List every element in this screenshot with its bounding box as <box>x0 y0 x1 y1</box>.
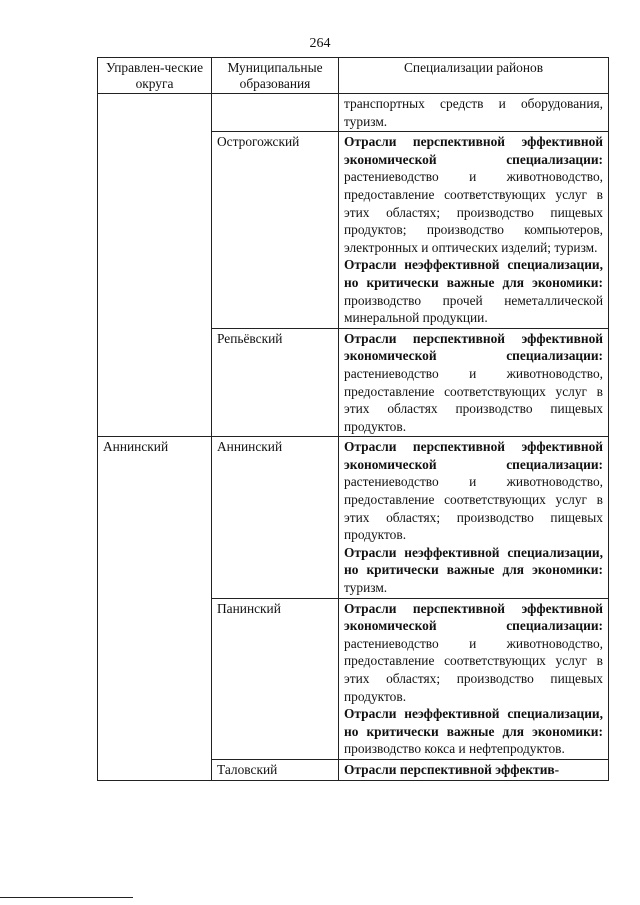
specialization-paragraph <box>344 600 603 706</box>
specialization-cell <box>339 328 609 437</box>
district-cell: Аннинский <box>98 437 212 780</box>
specialization-paragraph <box>344 256 603 326</box>
specialization-label: Отрасли неэффективной специализации, но критически важные для экономики: <box>344 257 603 290</box>
table-row <box>98 437 609 598</box>
specialization-text: растениеводство и животноводство, предоставление соответствующих услуг в этих областях; производство пищевых продуктов. <box>344 635 603 704</box>
municipality-cell: Острогожский <box>212 132 339 329</box>
specialization-cell <box>339 437 609 598</box>
page-number: 264 <box>309 36 331 51</box>
specialization-text: туризм. <box>344 580 388 596</box>
header-districts: Управлен-ческие округа <box>98 58 212 94</box>
specialization-text: растениеводство и животноводство, предоставление соответствующих услуг в этих областях; производство пищевых продуктов. <box>344 474 603 543</box>
specialization-paragraph <box>344 544 603 597</box>
specialization-cell <box>339 759 609 780</box>
specialization-label: Отрасли неэффективной специализации, но критически важные для экономики: <box>344 706 603 739</box>
municipality-cell: Таловский <box>212 759 339 780</box>
specialization-label: Отрасли перспективной эффективной экономической специализации: <box>344 600 603 634</box>
specialization-label: Отрасли перспективной эффективной экономической специализации: <box>344 439 603 472</box>
specialization-paragraph <box>344 95 603 130</box>
municipality-cell: Аннинский <box>212 437 339 598</box>
specialization-paragraph <box>344 133 603 256</box>
specialization-paragraph <box>344 438 603 544</box>
specialization-text: растениеводство и животноводство, предоставление соответствующих услуг в этих областях; производство пищевых продуктов; производство компьютеров, электронных и оптических изделий; туризм. <box>344 169 603 255</box>
specialization-text: транспортных средств и оборудования, туризм. <box>344 96 603 129</box>
specialization-label: Отрасли неэффективной специализации, но критически важные для экономики: <box>344 544 603 578</box>
district-cell <box>98 94 212 437</box>
specialization-label: Отрасли перспективной эффективной экономической специализации: <box>344 330 603 364</box>
table-header-row <box>98 58 609 94</box>
specialization-cell <box>339 94 609 132</box>
specialization-label: Отрасли перспективной эффектив- <box>344 761 560 777</box>
specialization-table <box>97 57 609 781</box>
municipality-cell <box>212 94 339 132</box>
header-municipalities: Муниципальные образования <box>212 58 339 94</box>
specialization-paragraph <box>344 330 603 436</box>
specialization-paragraph <box>344 705 603 758</box>
specialization-cell <box>339 598 609 759</box>
specialization-cell <box>339 132 609 329</box>
table-row <box>98 94 609 132</box>
specialization-paragraph <box>344 761 603 779</box>
specialization-text: производство кокса и нефтепродуктов. <box>344 741 565 757</box>
specialization-text: производство прочей неметаллической минеральной продукции. <box>344 292 603 326</box>
footnote-separator <box>0 897 133 898</box>
header-specializations: Специализации районов <box>339 58 609 94</box>
municipality-cell: Репьёвский <box>212 328 339 437</box>
specialization-label: Отрасли перспективной эффективной экономической специализации: <box>344 134 603 167</box>
municipality-cell: Панинский <box>212 598 339 759</box>
specialization-text: растениеводство и животноводство, предоставление соответствующих услуг в этих областях производство пищевых продуктов. <box>344 365 603 434</box>
